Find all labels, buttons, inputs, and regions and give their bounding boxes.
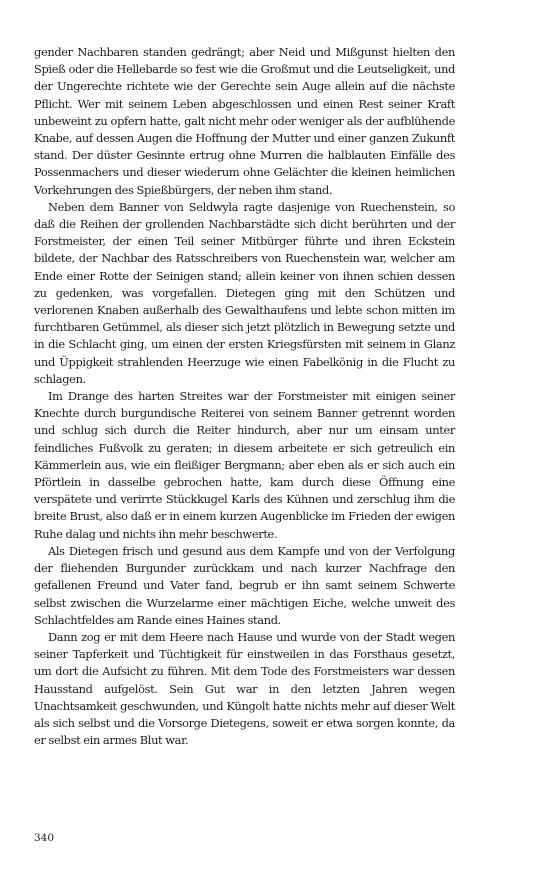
- paragraph-1: gender Nachbaren standen gedrängt; aber Neid und Mißgunst hielten den Spieß oder die Hellebarde so fest wie die Großmut und die Leutseligkeit, und der Ungerechte richtete wie der Gerechte sein Auge allein auf die nächste Pflicht. Wer mit seinem Leben abgeschlossen und einen Rest seiner Kraft unbeweint zu opfern hatte, galt nicht mehr oder weniger als der aufblühende Knabe, auf dessen Augen die Hoffnung der Mutter und einer ganzen Zukunft stand. Der düster Gesinnte ertrug ohne Murren die halblauten Einfälle des Possenmachers und dieser wiederum ohne Gelächter die kleinen heimlichen Vorkehrungen des Spießbürgers, der neben ihm stand.: [34, 45, 455, 197]
- paragraph-5: Dann zog er mit dem Heere nach Hause und wurde von der Stadt wegen seiner Tapferkeit und Tüchtigkeit für einstweilen in das Forsthaus gesetzt, um dort die Aufsicht zu führen. Mit dem Tode des Forstmeisters war dessen Hausstand aufgelöst. Sein Gut war in den letzten Jahren wegen Unachtsamkeit geschwunden, und Küngolt hatte nichts mehr auf dieser Welt als sich selbst und die Vorsorge Dietegens, soweit er etwa sorgen konnte, da er selbst ein armes Blut war.: [34, 629, 455, 748]
- page-number: 340: [34, 832, 55, 844]
- paragraph-3: Im Drange des harten Streites war der Forstmeister mit einigen seiner Knechte durch burgundische Reiterei von seinem Banner getrennt worden und schlug sich durch die Reiter hindurch, aber nur um einsam unter feindliches Fußvolk zu geraten; in diesem arbeitete er sich getreulich ein Kämmerlein aus, wie ein fleißiger Bergmann; aber eben als er sich auch ein Pförtlein in dasselbe gebrochen hatte, kam durch diese Öffnung eine verspätete und verirrte Stückkugel Karls des Kühnen und zerschlug ihm die breite Brust, also daß er in einem kurzen Augenblicke im Frieden der ewigen Ruhe dalag und nichts ihn mehr beschwerte.: [34, 389, 455, 541]
- body-text: [34, 44, 455, 749]
- paragraph-2: Neben dem Banner von Seldwyla ragte dasjenige von Ruechenstein, so daß die Reihen der grollenden Nachbarstädte sich dicht berührten und der Forstmeister, der einen Teil seiner Mitbürger führte und ihren Eckstein bildete, der Nachbar des Ratsschreibers von Ruechenstein war, welcher am Ende einer Rotte der Seinigen stand; allein keiner von ihnen schien dessen zu gedenken, was vorgefallen. Dietegen ging mit den Schützen und verlorenen Knaben außerhalb des Gewalthaufens und lebte schon mitten im furchtbaren Getümmel, als dieser sich jetzt plötzlich in Bewegung setzte und in die Schlacht ging, um einen der ersten Kriegsfürsten mit seinem in Glanz und Üppigkeit strahlenden Heerzuge wie einen Fabelkönig in die Flucht zu schlagen.: [34, 199, 455, 386]
- paragraph-4: Als Dietegen frisch und gesund aus dem Kampfe und von der Verfolgung der fliehenden Burgunder zurückkam und nach kurzer Nachfrage den gefallenen Freund und Vater fand, begrub er ihn samt seinem Schwerte selbst zwischen die Wurzelarme einer mächtigen Eiche, welche unweit des Schlachtfeldes am Rande eines Haines stand.: [34, 543, 455, 627]
